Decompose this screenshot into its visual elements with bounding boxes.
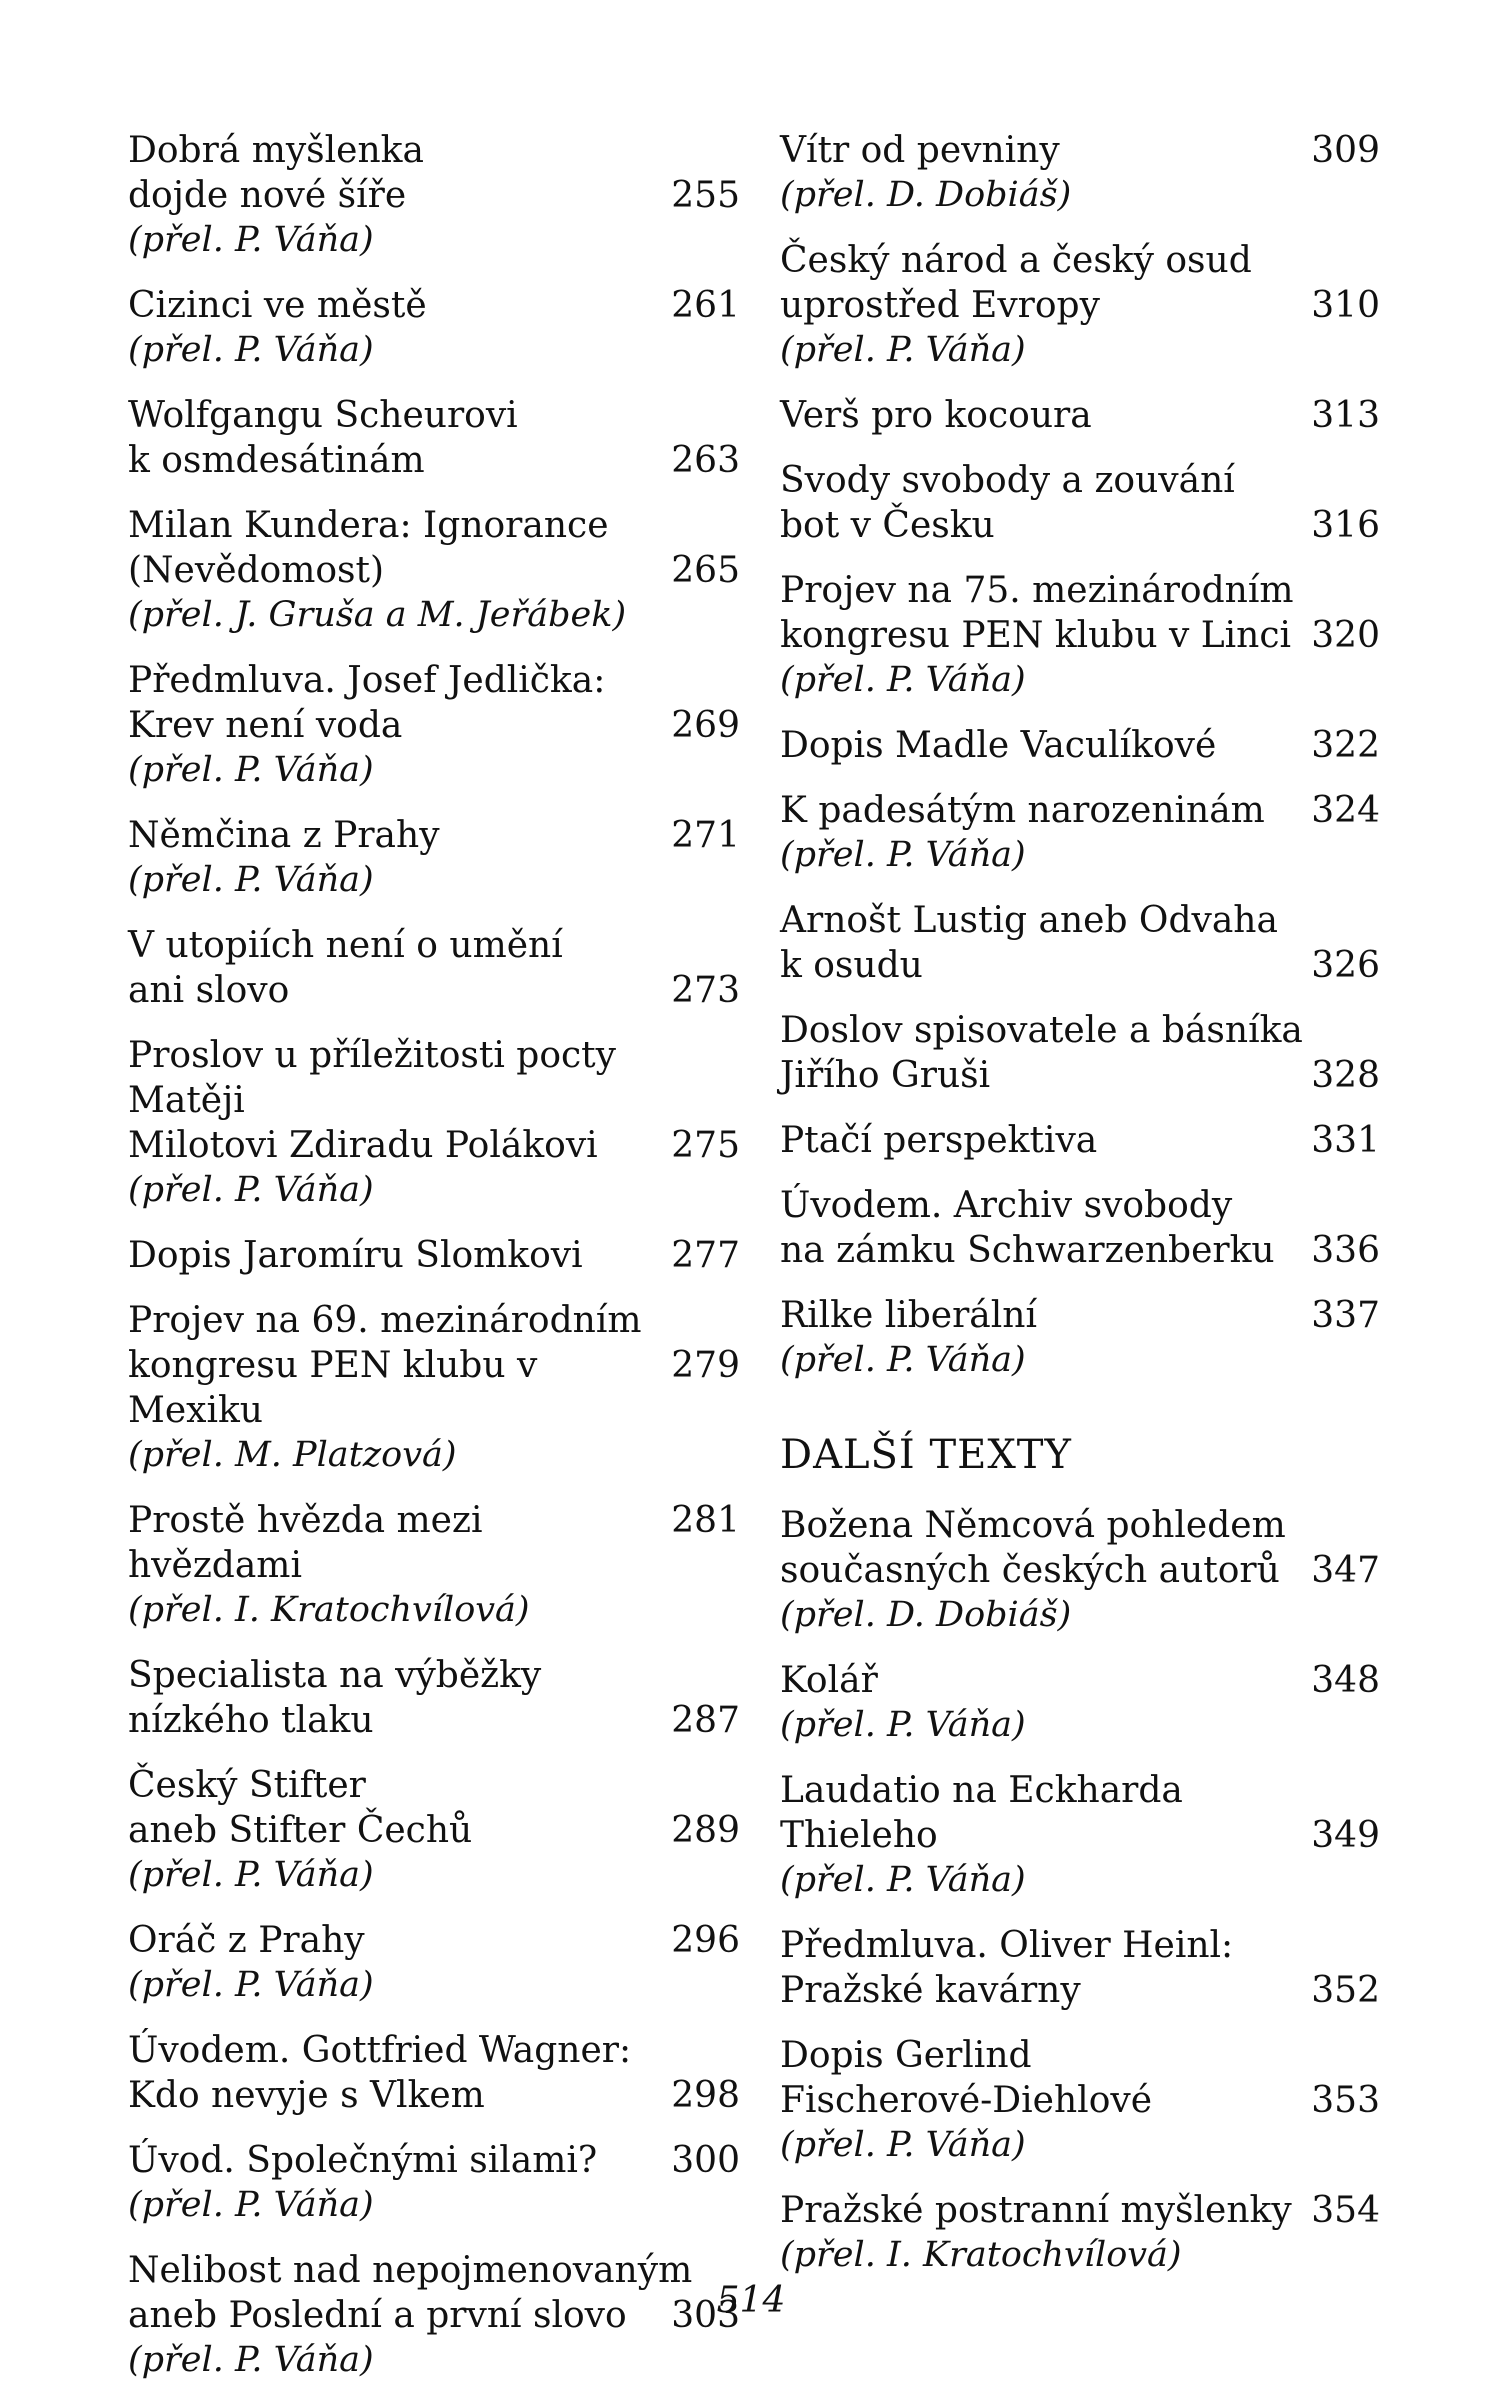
toc-translator: (přel. P. Váňa) bbox=[128, 1855, 374, 1895]
toc-entry-line bbox=[128, 173, 740, 218]
toc-entry-title: Cizinci ve městě bbox=[128, 285, 427, 326]
toc-section-entries bbox=[780, 1503, 1380, 2278]
toc-translator: (přel. P. Váňa) bbox=[780, 1705, 1026, 1745]
toc-entry bbox=[780, 1503, 1380, 1638]
toc-entry-line bbox=[780, 1968, 1380, 2013]
toc-page-number: 309 bbox=[1311, 130, 1380, 171]
toc-entry-line bbox=[128, 1763, 740, 1808]
toc-entry-title: Svody svobody a zouvání bbox=[780, 460, 1235, 501]
toc-entry bbox=[128, 923, 740, 1013]
toc-translator: (přel. P. Váňa) bbox=[780, 1340, 1026, 1380]
toc-entry-title: Projev na 75. mezinárodním bbox=[780, 570, 1294, 611]
toc-entry-title: Wolfgangu Scheurovi bbox=[128, 395, 518, 436]
toc-entry bbox=[780, 723, 1380, 768]
toc-entry bbox=[128, 1653, 740, 1743]
toc-page-number: 328 bbox=[1311, 1055, 1380, 1096]
toc-translator: (přel. J. Gruša a M. Jeřábek) bbox=[128, 595, 627, 635]
toc-entry-line bbox=[780, 568, 1380, 613]
toc-entry-line bbox=[780, 1503, 1380, 1548]
toc-translator: (přel. D. Dobiáš) bbox=[780, 1595, 1072, 1635]
toc-page-number: 337 bbox=[1311, 1295, 1380, 1336]
toc-entry-title: Milan Kundera: Ignorance bbox=[128, 505, 609, 546]
toc-entry-line bbox=[780, 1768, 1380, 1813]
toc-entry bbox=[128, 1298, 740, 1478]
toc-entry bbox=[128, 128, 740, 263]
toc-entry bbox=[780, 1658, 1380, 1748]
toc-entry bbox=[780, 2188, 1380, 2278]
toc-entry-title: Proslov u příležitosti pocty Matěji bbox=[128, 1035, 616, 1121]
toc-entry-title: aneb Poslední a první slovo bbox=[128, 2295, 627, 2336]
toc-page-number: 331 bbox=[1311, 1120, 1380, 1161]
toc-entry-line bbox=[780, 393, 1380, 438]
toc-entry-line bbox=[780, 1293, 1380, 1338]
toc-entry-title: Jiřího Gruši bbox=[780, 1055, 991, 1096]
toc-entry-title: dojde nové šíře bbox=[128, 175, 407, 216]
toc-entry-line bbox=[780, 238, 1380, 283]
toc-entry bbox=[780, 788, 1380, 878]
toc-entry-line bbox=[128, 1343, 740, 1433]
toc-entry-title: ani slovo bbox=[128, 970, 290, 1011]
toc-left-column bbox=[128, 128, 740, 2403]
toc-page-number: 273 bbox=[671, 970, 740, 1011]
toc-entry bbox=[780, 1183, 1380, 1273]
toc-page-number: 326 bbox=[1311, 945, 1380, 986]
toc-translator: (přel. I. Kratochvílová) bbox=[128, 1590, 530, 1630]
toc-entry bbox=[128, 393, 740, 483]
toc-entry-title: Úvodem. Gottfried Wagner: bbox=[128, 2030, 632, 2071]
toc-entry bbox=[780, 1118, 1380, 1163]
toc-page-number: 275 bbox=[671, 1125, 740, 1166]
toc-entry-line bbox=[128, 968, 740, 1013]
toc-page-number: 265 bbox=[671, 550, 740, 591]
toc-page-number: 310 bbox=[1311, 285, 1380, 326]
toc-entry-line bbox=[780, 1813, 1380, 1858]
toc-entry bbox=[780, 1008, 1380, 1098]
toc-page-number: 287 bbox=[671, 1700, 740, 1741]
toc-entry-title: Předmluva. Josef Jedlička: bbox=[128, 660, 606, 701]
toc-entry-title: Předmluva. Oliver Heinl: bbox=[780, 1925, 1234, 1966]
toc-entry-title: Dopis Gerlind bbox=[780, 2035, 1032, 2076]
toc-translator: (přel. P. Váňa) bbox=[780, 1860, 1026, 1900]
toc-entry-line bbox=[128, 1918, 740, 1963]
toc-entry-line bbox=[128, 1233, 740, 1278]
toc-entry bbox=[128, 503, 740, 638]
toc-page-number: 352 bbox=[1311, 1970, 1380, 2011]
toc-entry-title: Rilke liberální bbox=[780, 1295, 1037, 1336]
toc-entry-line bbox=[780, 898, 1380, 943]
toc-entry-line bbox=[780, 128, 1380, 173]
toc-entry-title: kongresu PEN klubu v Mexiku bbox=[128, 1345, 538, 1431]
toc-entry-line bbox=[780, 1118, 1380, 1163]
toc-entry-line bbox=[780, 613, 1380, 658]
toc-entry bbox=[780, 393, 1380, 438]
toc-translator: (přel. P. Váňa) bbox=[128, 330, 374, 370]
toc-entry-line bbox=[780, 943, 1380, 988]
toc-entry-line bbox=[780, 2188, 1380, 2233]
toc-entry-title: Dobrá myšlenka bbox=[128, 130, 424, 171]
toc-page-number: 269 bbox=[671, 705, 740, 746]
toc-page-number: 348 bbox=[1311, 1660, 1380, 1701]
toc-translator: (přel. P. Váňa) bbox=[128, 750, 374, 790]
toc-entry bbox=[780, 2033, 1380, 2168]
toc-entry-line bbox=[780, 2078, 1380, 2123]
toc-entry-line bbox=[128, 438, 740, 483]
toc-entry bbox=[780, 458, 1380, 548]
toc-right-entries bbox=[780, 128, 1380, 1383]
toc-entry-title: Ptačí perspektiva bbox=[780, 1120, 1098, 1161]
toc-entry-line bbox=[128, 1033, 740, 1123]
toc-page-number: 322 bbox=[1311, 725, 1380, 766]
toc-entry-title: Pražské postranní myšlenky bbox=[780, 2190, 1292, 2231]
toc-right-column bbox=[780, 128, 1380, 2298]
toc-entry-line bbox=[128, 923, 740, 968]
toc-translator: (přel. P. Váňa) bbox=[128, 2340, 374, 2380]
toc-page-number: 353 bbox=[1311, 2080, 1380, 2121]
toc-page-number: 349 bbox=[1311, 1815, 1380, 1856]
toc-page-number: 263 bbox=[671, 440, 740, 481]
toc-page-number: 279 bbox=[671, 1345, 740, 1386]
toc-page-number: 316 bbox=[1311, 505, 1380, 546]
toc-entry-line bbox=[780, 1183, 1380, 1228]
toc-entry-line bbox=[780, 2033, 1380, 2078]
toc-entry-line bbox=[128, 1498, 740, 1588]
toc-entry-title: Arnošt Lustig aneb Odvaha bbox=[780, 900, 1278, 941]
toc-entry-line bbox=[128, 813, 740, 858]
toc-translator: (přel. P. Váňa) bbox=[128, 1170, 374, 1210]
toc-entry-line bbox=[128, 658, 740, 703]
toc-entry-title: Oráč z Prahy bbox=[128, 1920, 365, 1961]
toc-entry-title: Projev na 69. mezinárodním bbox=[128, 1300, 642, 1341]
toc-entry-title: Verš pro kocoura bbox=[780, 395, 1092, 436]
toc-entry-title: Vítr od pevniny bbox=[780, 130, 1060, 171]
toc-translator: (přel. P. Váňa) bbox=[128, 860, 374, 900]
toc-translator: (přel. P. Váňa) bbox=[128, 1965, 374, 2005]
toc-entry-line bbox=[780, 723, 1380, 768]
toc-entry-line bbox=[128, 1808, 740, 1853]
toc-entry-title: Milotovi Zdiradu Polákovi bbox=[128, 1125, 598, 1166]
toc-entry-title: K padesátým narozeninám bbox=[780, 790, 1265, 831]
toc-page-number: 271 bbox=[671, 815, 740, 856]
toc-page-number: 303 bbox=[671, 2295, 740, 2336]
toc-entry-title: aneb Stifter Čechů bbox=[128, 1810, 473, 1851]
toc-entry bbox=[128, 283, 740, 373]
toc-page-number: 320 bbox=[1311, 615, 1380, 656]
toc-entry-title: kongresu PEN klubu v Linci bbox=[780, 615, 1292, 656]
toc-page-number: 281 bbox=[671, 1500, 740, 1541]
toc-entry-title: Český národ a český osud bbox=[780, 240, 1252, 281]
toc-entry bbox=[780, 1293, 1380, 1383]
toc-entry-title: Božena Němcová pohledem bbox=[780, 1505, 1286, 1546]
toc-entry bbox=[780, 1768, 1380, 1903]
toc-entry-title: na zámku Schwarzenberku bbox=[780, 1230, 1275, 1271]
page-number: 514 bbox=[716, 2280, 786, 2321]
toc-translator: (přel. I. Kratochvílová) bbox=[780, 2235, 1182, 2275]
toc-entry-line bbox=[128, 2073, 740, 2118]
toc-entry-title: současných českých autorů bbox=[780, 1550, 1280, 1591]
toc-entry-title: Dopis Jaromíru Slomkovi bbox=[128, 1235, 583, 1276]
toc-entry-line bbox=[780, 458, 1380, 503]
toc-entry-line bbox=[128, 128, 740, 173]
toc-entry bbox=[128, 1033, 740, 1213]
toc-entry bbox=[780, 1923, 1380, 2013]
toc-entry-title: Nelibost nad nepojmenovaným bbox=[128, 2250, 693, 2291]
toc-entry bbox=[128, 1233, 740, 1278]
toc-entry-line bbox=[128, 703, 740, 748]
toc-entry-title: k osmdesátinám bbox=[128, 440, 425, 481]
toc-entry bbox=[780, 898, 1380, 988]
toc-entry-title: Laudatio na Eckharda bbox=[780, 1770, 1183, 1811]
toc-translator: (přel. M. Platzová) bbox=[128, 1435, 457, 1475]
toc-entry-line bbox=[128, 548, 740, 593]
toc-entry bbox=[128, 2138, 740, 2228]
toc-page-number: 289 bbox=[671, 1810, 740, 1851]
toc-translator: (přel. P. Váňa) bbox=[128, 220, 374, 260]
toc-translator: (přel. D. Dobiáš) bbox=[780, 175, 1072, 215]
toc-entry-title: Thieleho bbox=[780, 1815, 938, 1856]
toc-entry-title: Specialista na výběžky bbox=[128, 1655, 542, 1696]
toc-entry-line bbox=[128, 503, 740, 548]
toc-entry-title: Kdo nevyje s Vlkem bbox=[128, 2075, 485, 2116]
toc-page-number: 255 bbox=[671, 175, 740, 216]
toc-entry-title: Dopis Madle Vaculíkové bbox=[780, 725, 1217, 766]
toc-entry-title: Úvodem. Archiv svobody bbox=[780, 1185, 1233, 1226]
toc-entry-title: Kolář bbox=[780, 1660, 878, 1701]
toc-entry-line bbox=[128, 1123, 740, 1168]
toc-entry-title: Úvod. Společnými silami? bbox=[128, 2140, 598, 2181]
toc-translator: (přel. P. Váňa) bbox=[780, 660, 1026, 700]
toc-page-number: 261 bbox=[671, 285, 740, 326]
toc-entry-line bbox=[128, 1298, 740, 1343]
toc-entry-line bbox=[780, 1658, 1380, 1703]
toc-entry-title: (Nevědomost) bbox=[128, 550, 385, 591]
toc-page-number: 313 bbox=[1311, 395, 1380, 436]
toc-entry-title: Pražské kavárny bbox=[780, 1970, 1081, 2011]
toc-entry-title: Němčina z Prahy bbox=[128, 815, 440, 856]
toc-entry-line bbox=[780, 1228, 1380, 1273]
toc-entry-line bbox=[128, 283, 740, 328]
toc-entry-title: Krev není voda bbox=[128, 705, 403, 746]
toc-entry-line bbox=[128, 2138, 740, 2183]
toc-page-number: 298 bbox=[671, 2075, 740, 2116]
toc-entry-line bbox=[128, 393, 740, 438]
toc-page-number: 336 bbox=[1311, 1230, 1380, 1271]
toc-page-number: 354 bbox=[1311, 2190, 1380, 2231]
toc-entry-line bbox=[780, 283, 1380, 328]
toc-entry-title: Český Stifter bbox=[128, 1765, 366, 1806]
toc-page-number: 296 bbox=[671, 1920, 740, 1961]
toc-entry bbox=[128, 813, 740, 903]
toc-entry-line bbox=[128, 2028, 740, 2073]
toc-entry-line bbox=[780, 1548, 1380, 1593]
toc-entry bbox=[780, 568, 1380, 703]
toc-page-number: 347 bbox=[1311, 1550, 1380, 1591]
toc-entry-title: bot v Česku bbox=[780, 505, 995, 546]
toc-entry-line bbox=[128, 1653, 740, 1698]
toc-entry-title: Doslov spisovatele a básníka bbox=[780, 1010, 1303, 1051]
toc-entry bbox=[128, 658, 740, 793]
toc-entry bbox=[780, 128, 1380, 218]
toc-entry-line bbox=[780, 1923, 1380, 1968]
toc-entry bbox=[128, 1763, 740, 1898]
toc-translator: (přel. P. Váňa) bbox=[128, 2185, 374, 2225]
toc-page-number: 300 bbox=[671, 2140, 740, 2181]
toc-entry-title: V utopiích není o umění bbox=[128, 925, 563, 966]
section-heading: DALŠÍ TEXTY bbox=[780, 1432, 1072, 1478]
toc-page-number: 324 bbox=[1311, 790, 1380, 831]
toc-entry bbox=[128, 1498, 740, 1633]
toc-entry bbox=[780, 238, 1380, 373]
toc-entry-line bbox=[780, 503, 1380, 548]
toc-entry bbox=[128, 1918, 740, 2008]
toc-translator: (přel. P. Váňa) bbox=[780, 2125, 1026, 2165]
toc-translator: (přel. P. Váňa) bbox=[780, 835, 1026, 875]
toc-page-number: 277 bbox=[671, 1235, 740, 1276]
toc-entry-line bbox=[780, 1008, 1380, 1053]
toc-entry-title: Prostě hvězda mezi hvězdami bbox=[128, 1500, 483, 1586]
toc-entry bbox=[128, 2028, 740, 2118]
toc-entry-line bbox=[780, 788, 1380, 833]
toc-translator: (přel. P. Váňa) bbox=[780, 330, 1026, 370]
toc-entry-title: Fischerové-Diehlové bbox=[780, 2080, 1153, 2121]
toc-entry-title: k osudu bbox=[780, 945, 923, 986]
toc-entry-line bbox=[780, 1053, 1380, 1098]
toc-entry-line bbox=[128, 1698, 740, 1743]
toc-entry-title: uprostřed Evropy bbox=[780, 285, 1100, 326]
toc-entry-title: nízkého tlaku bbox=[128, 1700, 374, 1741]
